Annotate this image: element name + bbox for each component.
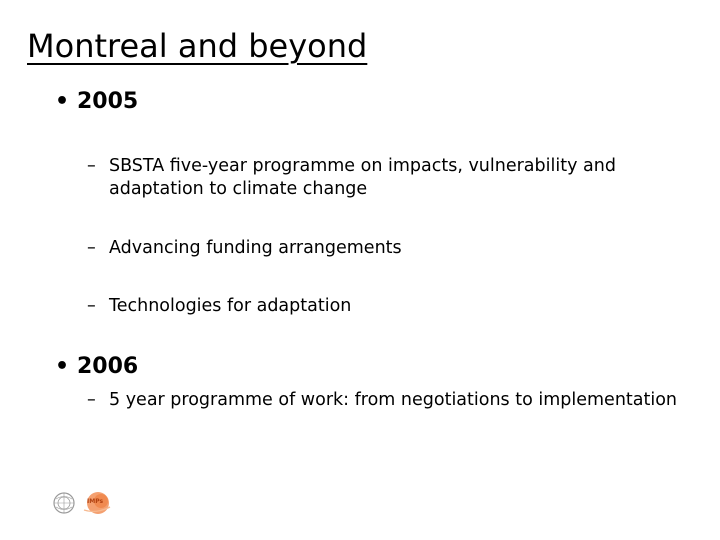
section-heading-2006: [55, 353, 138, 381]
list-item: [87, 155, 707, 201]
list-item-text: Advancing funding arrangements: [109, 238, 402, 258]
dash-icon: –: [87, 390, 96, 410]
bullet-icon: •: [55, 354, 70, 379]
list-item: [87, 295, 707, 318]
bullet-icon: •: [55, 89, 70, 114]
list-item-text: 5 year programme of work: from negotiations to implementation: [109, 390, 678, 410]
unfccc-logo-icon: [52, 490, 116, 516]
un-emblem-icon: [54, 493, 74, 513]
list-item: [87, 389, 707, 412]
section-heading-label: 2006: [77, 354, 139, 379]
dash-icon: –: [87, 238, 96, 258]
list-item-text: Technologies for adaptation: [109, 296, 352, 316]
logo-text: IMPs: [87, 498, 104, 505]
section-heading-label: 2005: [77, 89, 139, 114]
dash-icon: –: [87, 156, 96, 176]
dash-icon: –: [87, 296, 96, 316]
slide-title: Montreal and beyond: [27, 27, 368, 65]
section-heading-2005: [55, 88, 138, 116]
list-item-text: SBSTA five-year programme on impacts, vulnerability and adaptation to climate change: [109, 156, 616, 199]
list-item: [87, 237, 707, 260]
